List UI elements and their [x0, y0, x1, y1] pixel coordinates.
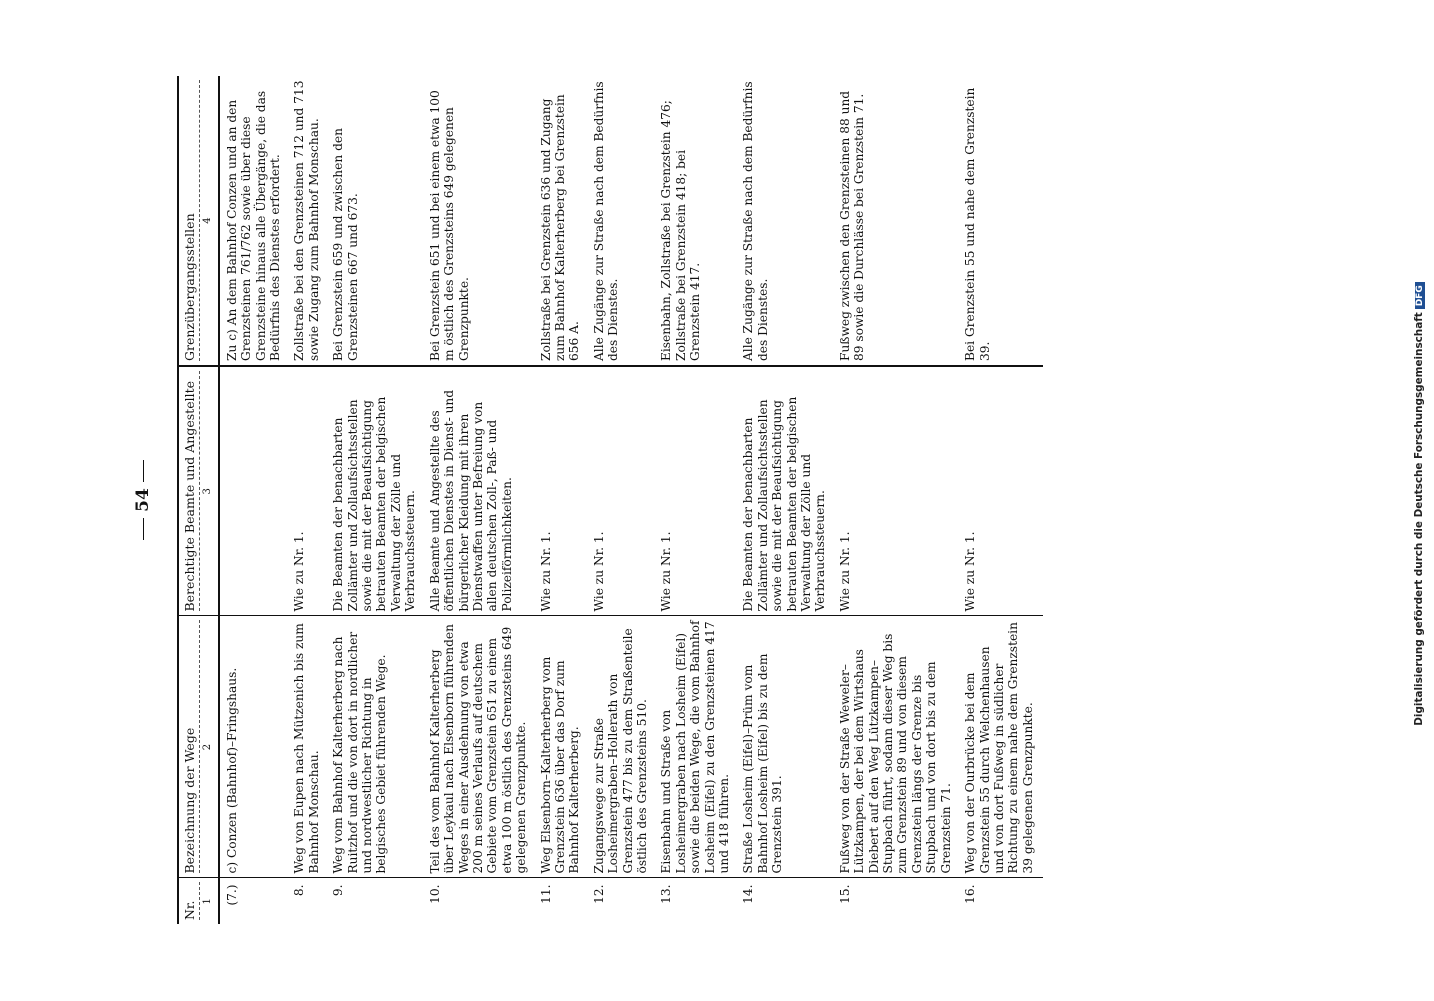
- cell-beamte: Wie zu Nr. 1.: [534, 366, 587, 616]
- table-row: [326, 76, 422, 924]
- cell-uebergang: Bei Grenzstein 659 und zwischen den Grenzsteinen 667 und 673.: [326, 76, 422, 366]
- cell-wege: Weg von der Ourbrücke bei dem Grenzstein 55 durch Welchenhausen und von dort Fußweg in südlicher Richtung zu einem nahe dem Grenzstein 39 gelegenen Grenzpunkte.: [958, 616, 1043, 878]
- header-row: [178, 76, 219, 924]
- dash-right: [143, 460, 144, 482]
- cell-wege: Straße Losheim (Eifel)–Prüm vom Bahnhof Losheim (Eifel) bis zu dem Grenzstein 391.: [736, 616, 832, 878]
- header-nr-number: 1: [199, 883, 215, 921]
- cell-wege: Weg Elsenborn–Kalterherberg vom Grenzstein 636 über das Dorf zum Bahnhof Kalterherberg.: [534, 616, 587, 878]
- cell-nr: 14.: [741, 884, 756, 904]
- cell-wege: Weg vom Bahnhof Kalterherberg nach Ruitzhof und die von dort in nordlicher und nordwestlicher Richtung in belgisches Gebiet führenden Wege.: [326, 616, 422, 878]
- cell-wege: Fußweg von der Straße Weweler–Lützkampen, der bei dem Wirtshaus Diebert auf den Weg Lützkampen–Stupbach führt, sodann dieser Weg bis zum Grenzstein 89 und von diesem Grenzstein längs der Grenze bis Stupbach und von dort bis zu dem Grenzstein 71.: [833, 616, 958, 878]
- rotated-page: [127, 70, 1307, 930]
- cell-nr: (7.): [224, 884, 239, 906]
- cell-beamte: Wie zu Nr. 1.: [958, 366, 1043, 616]
- cell-nr: 9.: [331, 884, 346, 897]
- cell-wege: Weg von Eupen nach Mützenich bis zum Bahnhof Monschau.: [287, 616, 326, 878]
- page-number-text: 54: [133, 488, 153, 512]
- border-crossing-table: [177, 76, 1043, 924]
- cell-beamte: Wie zu Nr. 1.: [833, 366, 958, 616]
- cell-uebergang: Alle Zugänge zur Straße nach dem Bedürfnis des Dienstes.: [736, 76, 832, 366]
- cell-nr: 15.: [837, 884, 852, 904]
- table-row: [287, 76, 326, 924]
- credit-label: Digitalisierung gefördert durch die Deutsche Forschungsgemeinschaft: [1413, 311, 1425, 726]
- cell-uebergang: Alle Zugänge zur Straße nach dem Bedürfnis des Dienstes.: [587, 76, 655, 366]
- header-beamte-label: Berechtigte Beamte und Angestellte: [182, 380, 197, 612]
- header-nr-label: Nr.: [182, 900, 197, 920]
- cell-uebergang: Fußweg zwischen den Grenzsteinen 88 und 89 sowie die Durchlässe bei Grenzstein 71.: [833, 76, 958, 366]
- cell-uebergang: Zollstraße bei Grenzstein 636 und Zugang zum Bahnhof Kalterherberg bei Grenzstein 656 A.: [534, 76, 587, 366]
- header-uebergang-number: 4: [199, 80, 215, 361]
- cell-beamte: Wie zu Nr. 1.: [654, 366, 736, 616]
- header-uebergang-label: Grenzübergangsstellen: [182, 213, 197, 361]
- header-beamte: [178, 366, 219, 616]
- cell-uebergang: Zu c) An dem Bahnhof Conzen und an den Grenzsteinen 761/762 sowie über diese Grenzsteine hinaus alle Übergänge, die das Bedürfnis des Dienstes erfordert.: [219, 76, 288, 366]
- table-row: [654, 76, 736, 924]
- cell-nr: 10.: [427, 884, 442, 904]
- credit-text: [1413, 24, 1427, 984]
- page-number: [133, 70, 153, 930]
- cell-beamte: [219, 366, 288, 616]
- cell-nr: 16.: [963, 884, 978, 904]
- cell-beamte: Wie zu Nr. 1.: [587, 366, 655, 616]
- cell-wege: Eisenbahn und Straße von Losheimergraben nach Losheim (Eifel) sowie die beiden Wege, die vom Bahnhof Losheim (Eifel) zu den Grenzsteinen 417 und 418 führen.: [654, 616, 736, 878]
- table-row: [958, 76, 1043, 924]
- header-wege: [178, 616, 219, 878]
- header-wege-number: 2: [199, 621, 215, 874]
- table-row: [423, 76, 534, 924]
- cell-wege: c) Conzen (Bahnhof)–Fringshaus.: [219, 616, 288, 878]
- cell-beamte: Die Beamten der benachbarten Zollämter und Zollaufsichtsstellen sowie die mit der Beaufsichtigung betrauten Beamten der belgischen Verwaltung der Zölle und Verbrauchssteuern.: [736, 366, 832, 616]
- cell-nr: 11.: [538, 884, 553, 904]
- dash-left: [143, 518, 144, 540]
- cell-uebergang: Eisenbahn, Zollstraße bei Grenzstein 476; Zollstraße bei Grenzstein 418; bei Grenzstein 417.: [654, 76, 736, 366]
- digitization-credit: [1408, 6, 1432, 1001]
- cell-nr: 8.: [292, 884, 307, 897]
- cell-nr: 13.: [659, 884, 674, 904]
- dfg-logo: DFG: [1415, 282, 1425, 309]
- header-wege-label: Bezeichnung der Wege: [182, 727, 197, 874]
- cell-wege: Teil des vom Bahnhof Kalterherberg über Leykaul nach Elsenborn führenden Weges in einer Ausdehnung von etwa 200 m seines Verlaufs auf deutschem Gebiete vom Grenzstein 651 zu einem etwa 100 m östlich des Grenzsteins 649 gelegenen Grenzpunkte.: [423, 616, 534, 878]
- table-row: [219, 76, 288, 924]
- cell-nr: 12.: [591, 884, 606, 904]
- header-uebergang: [178, 76, 219, 366]
- cell-uebergang: Bei Grenzstein 55 und nahe dem Grenzstein 39.: [958, 76, 1043, 366]
- cell-beamte: Die Beamten der benachbarten Zollämter und Zollaufsichtsstellen sowie die mit der Beaufsichtigung betrauten Beamten der belgischen Verwaltung der Zölle und Verbrauchssteuern.: [326, 366, 422, 616]
- header-beamte-number: 3: [199, 371, 215, 612]
- cell-beamte: Wie zu Nr. 1.: [287, 366, 326, 616]
- cell-beamte: Alle Beamte und Angestellte des öffentlichen Dienstes in Dienst- und bürgerlicher Kleidung mit ihren Dienstwaffen unter Befreiung von allen deutschen Zoll-, Paß- und Polizeiförmlichkeiten.: [423, 366, 534, 616]
- header-nr: [178, 878, 219, 924]
- cell-wege: Zugangswege zur Straße Losheimergraben–Hollerath von Grenzstein 477 bis zu dem Straßenteile östlich des Grenzsteins 510.: [587, 616, 655, 878]
- table-row: [534, 76, 587, 924]
- table-row: [587, 76, 655, 924]
- table-row: [833, 76, 958, 924]
- cell-uebergang: Bei Grenzstein 651 und bei einem etwa 100 m östlich des Grenzsteins 649 gelegenen Grenzpunkte.: [423, 76, 534, 366]
- cell-uebergang: Zollstraße bei den Grenzsteinen 712 und 713 sowie Zugang zum Bahnhof Monschau.: [287, 76, 326, 366]
- table-row: [736, 76, 832, 924]
